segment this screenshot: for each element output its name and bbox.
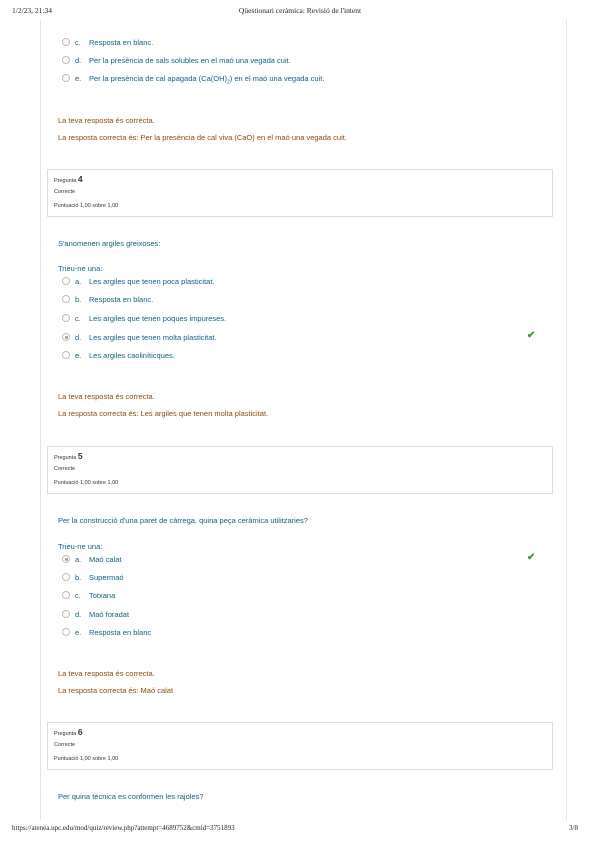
q4-info-box <box>47 169 553 217</box>
print-title: Qüestionari ceràmica: Revisió de l'intent <box>238 6 362 15</box>
print-footer <box>0 824 600 838</box>
q4-correct-answer: La resposta correcta és: Les argiles que tenen molta plasticitat. <box>58 409 269 418</box>
radio-icon[interactable] <box>62 38 70 46</box>
radio-icon[interactable] <box>62 277 70 285</box>
q5-option-c[interactable]: c. Totxana <box>62 591 115 605</box>
q6-state: Correcte <box>54 742 76 748</box>
radio-checked-icon[interactable] <box>62 555 70 563</box>
q4-title: Pregunta 4 <box>54 174 83 184</box>
q6-question: Per quina tècnica es conformen les rajoles? <box>58 792 204 801</box>
q5-option-d[interactable]: d. Maó foradat <box>62 610 129 624</box>
q5-option-b[interactable]: b. Supermaó <box>62 573 124 587</box>
q4-option-c[interactable]: c. Les argiles que tenen poques impureses. <box>62 314 226 328</box>
radio-icon[interactable] <box>62 314 70 322</box>
q5-option-e[interactable]: e. Resposta en blanc <box>62 628 151 642</box>
q5-option-a[interactable]: a. Maó calat <box>62 555 122 569</box>
q5-correct-answer: La resposta correcta és: Maó calat <box>58 686 174 695</box>
q5-question: Per la construcció d'una paret de càrrega, quina peça ceràmica utilitzaries? <box>58 516 308 525</box>
radio-icon[interactable] <box>62 295 70 303</box>
print-url: https://atenea.upc.edu/mod/quiz/review.php?attempt=4689752&cmid=3751893 <box>12 824 235 832</box>
q4-state: Correcte <box>54 189 76 195</box>
q5-state: Correcte <box>54 466 76 472</box>
q6-score: Puntuació 1,00 sobre 1,00 <box>54 756 119 762</box>
radio-icon[interactable] <box>62 610 70 618</box>
q3-feedback: La teva resposta és correcta. <box>58 116 155 125</box>
check-icon: ✔ <box>527 552 536 563</box>
q4-feedback: La teva resposta és correcta. <box>58 392 155 401</box>
q3-option-c[interactable]: c. Resposta en blanc. <box>62 38 153 52</box>
radio-icon[interactable] <box>62 351 70 359</box>
q3-option-d[interactable]: d. Per la presència de sals solubles en el maó una vegada cuit. <box>62 56 291 70</box>
radio-icon[interactable] <box>62 573 70 581</box>
q4-option-d[interactable]: d. Les argiles que tenen molta plasticitat. <box>62 333 217 347</box>
content-right-border <box>566 20 567 820</box>
q4-question: S'anomenen argiles greixoses: <box>58 239 161 248</box>
q4-option-b[interactable]: b. Resposta en blanc. <box>62 295 153 309</box>
print-date: 1/2/23, 21:34 <box>12 6 53 15</box>
content-left-border <box>40 20 41 820</box>
q5-info-box <box>47 446 553 494</box>
radio-icon[interactable] <box>62 56 70 64</box>
q4-option-a[interactable]: a. Les argiles que tenen poca plasticitat. <box>62 277 215 291</box>
q5-score: Puntuació 1,00 sobre 1,00 <box>54 480 119 486</box>
q3-correct-answer: La resposta correcta és: Per la presència de cal viva (CaO) en el maó una vegada cuit. <box>58 133 347 142</box>
q5-prompt: Trieu-ne una: <box>58 542 103 551</box>
radio-icon[interactable] <box>62 591 70 599</box>
check-icon: ✔ <box>527 330 536 341</box>
print-page-number: 3/8 <box>569 824 578 832</box>
q6-info-box <box>47 722 553 770</box>
q4-prompt: Trieu-ne una: <box>58 264 103 273</box>
q5-title: Pregunta 5 <box>54 451 83 461</box>
radio-icon[interactable] <box>62 628 70 636</box>
q4-option-e[interactable]: e. Les argiles caoliníticques. <box>62 351 175 365</box>
q4-score: Puntuació 1,00 sobre 1,00 <box>54 203 119 209</box>
radio-icon[interactable] <box>62 74 70 82</box>
q6-title: Pregunta 6 <box>54 727 83 737</box>
print-header <box>0 6 600 20</box>
q5-feedback: La teva resposta és correcta. <box>58 669 155 678</box>
radio-checked-icon[interactable] <box>62 333 70 341</box>
q3-option-e[interactable]: e. Per la presència de cal apagada $(Ca(OH)_2)$ en el maó una vegada cuit. <box>62 74 324 88</box>
